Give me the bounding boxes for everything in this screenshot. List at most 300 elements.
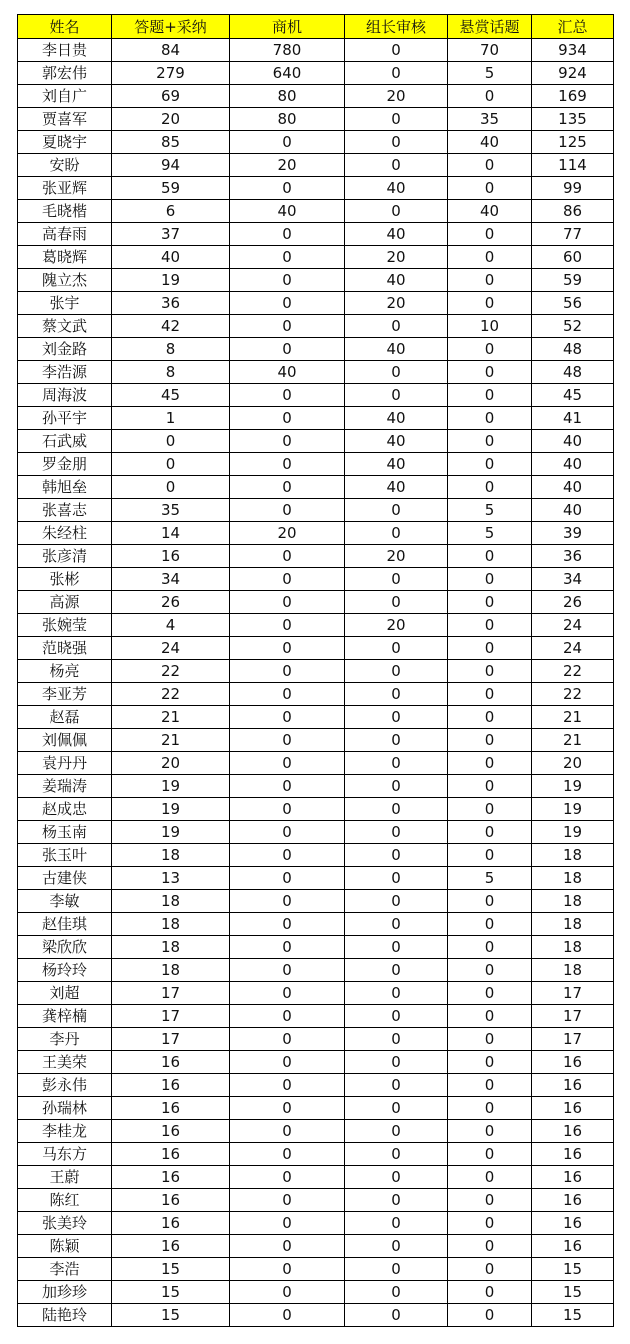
cell-leader-review: 0 bbox=[345, 1028, 448, 1051]
cell-answers: 19 bbox=[112, 798, 230, 821]
cell-total: 19 bbox=[532, 775, 614, 798]
cell-name: 张玉叶 bbox=[18, 844, 112, 867]
cell-name: 陈红 bbox=[18, 1189, 112, 1212]
table-row bbox=[18, 200, 614, 223]
cell-bounty-topics: 0 bbox=[448, 154, 532, 177]
cell-bounty-topics: 0 bbox=[448, 1189, 532, 1212]
cell-bounty-topics: 0 bbox=[448, 1281, 532, 1304]
cell-bounty-topics: 0 bbox=[448, 729, 532, 752]
cell-answers: 19 bbox=[112, 775, 230, 798]
cell-total: 18 bbox=[532, 959, 614, 982]
cell-bounty-topics: 0 bbox=[448, 844, 532, 867]
cell-opportunities: 0 bbox=[230, 591, 345, 614]
cell-total: 16 bbox=[532, 1120, 614, 1143]
cell-name: 陈颖 bbox=[18, 1235, 112, 1258]
cell-bounty-topics: 0 bbox=[448, 384, 532, 407]
table-row bbox=[18, 246, 614, 269]
score-sheet bbox=[17, 14, 614, 1327]
table-row bbox=[18, 361, 614, 384]
cell-name: 李浩源 bbox=[18, 361, 112, 384]
cell-answers: 18 bbox=[112, 913, 230, 936]
cell-answers: 36 bbox=[112, 292, 230, 315]
cell-bounty-topics: 0 bbox=[448, 913, 532, 936]
table-row bbox=[18, 1028, 614, 1051]
cell-name: 郭宏伟 bbox=[18, 62, 112, 85]
cell-leader-review: 0 bbox=[345, 637, 448, 660]
cell-bounty-topics: 0 bbox=[448, 85, 532, 108]
cell-opportunities: 0 bbox=[230, 1051, 345, 1074]
cell-leader-review: 0 bbox=[345, 913, 448, 936]
cell-leader-review: 40 bbox=[345, 476, 448, 499]
cell-leader-review: 0 bbox=[345, 867, 448, 890]
cell-leader-review: 0 bbox=[345, 1166, 448, 1189]
cell-total: 16 bbox=[532, 1074, 614, 1097]
cell-bounty-topics: 0 bbox=[448, 959, 532, 982]
table-row bbox=[18, 798, 614, 821]
cell-total: 86 bbox=[532, 200, 614, 223]
cell-name: 李敏 bbox=[18, 890, 112, 913]
cell-leader-review: 40 bbox=[345, 177, 448, 200]
cell-leader-review: 40 bbox=[345, 430, 448, 453]
cell-bounty-topics: 40 bbox=[448, 200, 532, 223]
cell-opportunities: 0 bbox=[230, 936, 345, 959]
cell-total: 17 bbox=[532, 1005, 614, 1028]
table-row bbox=[18, 1166, 614, 1189]
cell-name: 龚梓楠 bbox=[18, 1005, 112, 1028]
cell-answers: 42 bbox=[112, 315, 230, 338]
cell-total: 15 bbox=[532, 1258, 614, 1281]
cell-answers: 34 bbox=[112, 568, 230, 591]
cell-opportunities: 0 bbox=[230, 384, 345, 407]
column-header-answers: 答题+采纳 bbox=[112, 15, 230, 39]
cell-bounty-topics: 0 bbox=[448, 591, 532, 614]
cell-opportunities: 0 bbox=[230, 913, 345, 936]
cell-total: 18 bbox=[532, 867, 614, 890]
table-row bbox=[18, 1074, 614, 1097]
cell-answers: 59 bbox=[112, 177, 230, 200]
cell-bounty-topics: 0 bbox=[448, 223, 532, 246]
table-row bbox=[18, 729, 614, 752]
cell-opportunities: 0 bbox=[230, 614, 345, 637]
cell-opportunities: 0 bbox=[230, 821, 345, 844]
table-row bbox=[18, 1235, 614, 1258]
table-row bbox=[18, 1258, 614, 1281]
cell-leader-review: 0 bbox=[345, 522, 448, 545]
cell-total: 19 bbox=[532, 821, 614, 844]
cell-answers: 0 bbox=[112, 476, 230, 499]
cell-bounty-topics: 70 bbox=[448, 39, 532, 62]
cell-answers: 279 bbox=[112, 62, 230, 85]
cell-name: 马东方 bbox=[18, 1143, 112, 1166]
cell-bounty-topics: 0 bbox=[448, 982, 532, 1005]
cell-bounty-topics: 0 bbox=[448, 1074, 532, 1097]
table-row bbox=[18, 775, 614, 798]
cell-name: 李亚芳 bbox=[18, 683, 112, 706]
cell-name: 杨亮 bbox=[18, 660, 112, 683]
table-row bbox=[18, 177, 614, 200]
table-row bbox=[18, 1143, 614, 1166]
cell-total: 40 bbox=[532, 499, 614, 522]
cell-opportunities: 0 bbox=[230, 683, 345, 706]
cell-leader-review: 0 bbox=[345, 1189, 448, 1212]
cell-answers: 16 bbox=[112, 1166, 230, 1189]
column-header-leader-review: 组长审核 bbox=[345, 15, 448, 39]
cell-answers: 17 bbox=[112, 1005, 230, 1028]
cell-opportunities: 0 bbox=[230, 246, 345, 269]
cell-name: 张彬 bbox=[18, 568, 112, 591]
cell-opportunities: 0 bbox=[230, 269, 345, 292]
cell-opportunities: 0 bbox=[230, 223, 345, 246]
cell-name: 高源 bbox=[18, 591, 112, 614]
cell-opportunities: 0 bbox=[230, 430, 345, 453]
cell-total: 17 bbox=[532, 1028, 614, 1051]
table-row bbox=[18, 982, 614, 1005]
cell-answers: 13 bbox=[112, 867, 230, 890]
cell-bounty-topics: 5 bbox=[448, 62, 532, 85]
cell-opportunities: 80 bbox=[230, 108, 345, 131]
cell-answers: 16 bbox=[112, 1120, 230, 1143]
cell-bounty-topics: 0 bbox=[448, 1028, 532, 1051]
cell-total: 41 bbox=[532, 407, 614, 430]
cell-answers: 40 bbox=[112, 246, 230, 269]
cell-total: 77 bbox=[532, 223, 614, 246]
cell-name: 毛晓楷 bbox=[18, 200, 112, 223]
cell-bounty-topics: 0 bbox=[448, 775, 532, 798]
cell-bounty-topics: 0 bbox=[448, 1051, 532, 1074]
cell-bounty-topics: 0 bbox=[448, 890, 532, 913]
cell-answers: 16 bbox=[112, 1051, 230, 1074]
cell-total: 26 bbox=[532, 591, 614, 614]
cell-answers: 16 bbox=[112, 1074, 230, 1097]
cell-opportunities: 0 bbox=[230, 798, 345, 821]
cell-leader-review: 0 bbox=[345, 1120, 448, 1143]
cell-name: 范晓强 bbox=[18, 637, 112, 660]
cell-name: 张宇 bbox=[18, 292, 112, 315]
cell-total: 18 bbox=[532, 844, 614, 867]
cell-name: 张婉莹 bbox=[18, 614, 112, 637]
cell-opportunities: 0 bbox=[230, 407, 345, 430]
cell-leader-review: 20 bbox=[345, 545, 448, 568]
cell-name: 彭永伟 bbox=[18, 1074, 112, 1097]
cell-total: 18 bbox=[532, 890, 614, 913]
cell-total: 17 bbox=[532, 982, 614, 1005]
table-row bbox=[18, 269, 614, 292]
cell-leader-review: 0 bbox=[345, 131, 448, 154]
table-row bbox=[18, 430, 614, 453]
header-row bbox=[18, 15, 614, 39]
cell-name: 隗立杰 bbox=[18, 269, 112, 292]
cell-leader-review: 0 bbox=[345, 315, 448, 338]
cell-leader-review: 0 bbox=[345, 361, 448, 384]
cell-name: 夏晓宇 bbox=[18, 131, 112, 154]
cell-name: 王美荣 bbox=[18, 1051, 112, 1074]
cell-name: 贾喜军 bbox=[18, 108, 112, 131]
cell-answers: 6 bbox=[112, 200, 230, 223]
cell-bounty-topics: 0 bbox=[448, 1166, 532, 1189]
cell-total: 19 bbox=[532, 798, 614, 821]
cell-opportunities: 0 bbox=[230, 1281, 345, 1304]
cell-total: 16 bbox=[532, 1212, 614, 1235]
table-row bbox=[18, 913, 614, 936]
cell-leader-review: 0 bbox=[345, 706, 448, 729]
score-table bbox=[17, 14, 614, 1327]
cell-answers: 17 bbox=[112, 1028, 230, 1051]
cell-total: 39 bbox=[532, 522, 614, 545]
cell-leader-review: 0 bbox=[345, 798, 448, 821]
cell-leader-review: 0 bbox=[345, 1281, 448, 1304]
cell-answers: 19 bbox=[112, 821, 230, 844]
cell-name: 姜瑞涛 bbox=[18, 775, 112, 798]
cell-name: 张彦清 bbox=[18, 545, 112, 568]
cell-total: 24 bbox=[532, 637, 614, 660]
cell-opportunities: 0 bbox=[230, 476, 345, 499]
cell-total: 16 bbox=[532, 1235, 614, 1258]
cell-answers: 22 bbox=[112, 660, 230, 683]
cell-answers: 24 bbox=[112, 637, 230, 660]
cell-answers: 1 bbox=[112, 407, 230, 430]
table-row bbox=[18, 683, 614, 706]
cell-leader-review: 0 bbox=[345, 154, 448, 177]
cell-name: 葛晓辉 bbox=[18, 246, 112, 269]
cell-leader-review: 0 bbox=[345, 752, 448, 775]
table-row bbox=[18, 821, 614, 844]
cell-leader-review: 20 bbox=[345, 292, 448, 315]
cell-answers: 16 bbox=[112, 1235, 230, 1258]
cell-answers: 8 bbox=[112, 338, 230, 361]
cell-total: 59 bbox=[532, 269, 614, 292]
cell-leader-review: 0 bbox=[345, 62, 448, 85]
cell-leader-review: 0 bbox=[345, 1097, 448, 1120]
cell-opportunities: 0 bbox=[230, 1143, 345, 1166]
cell-total: 135 bbox=[532, 108, 614, 131]
cell-leader-review: 0 bbox=[345, 200, 448, 223]
cell-opportunities: 0 bbox=[230, 752, 345, 775]
cell-opportunities: 0 bbox=[230, 1235, 345, 1258]
cell-leader-review: 0 bbox=[345, 1005, 448, 1028]
cell-total: 15 bbox=[532, 1281, 614, 1304]
cell-total: 22 bbox=[532, 660, 614, 683]
cell-name: 张喜志 bbox=[18, 499, 112, 522]
column-header-opportunities: 商机 bbox=[230, 15, 345, 39]
cell-total: 34 bbox=[532, 568, 614, 591]
cell-answers: 84 bbox=[112, 39, 230, 62]
cell-name: 孙平宇 bbox=[18, 407, 112, 430]
cell-total: 21 bbox=[532, 729, 614, 752]
cell-name: 王蔚 bbox=[18, 1166, 112, 1189]
cell-leader-review: 0 bbox=[345, 1051, 448, 1074]
table-row bbox=[18, 752, 614, 775]
cell-total: 15 bbox=[532, 1304, 614, 1327]
cell-name: 杨玉南 bbox=[18, 821, 112, 844]
table-row bbox=[18, 545, 614, 568]
table-row bbox=[18, 1005, 614, 1028]
cell-total: 48 bbox=[532, 361, 614, 384]
cell-total: 40 bbox=[532, 476, 614, 499]
cell-leader-review: 0 bbox=[345, 683, 448, 706]
table-row bbox=[18, 890, 614, 913]
cell-leader-review: 0 bbox=[345, 844, 448, 867]
cell-opportunities: 0 bbox=[230, 775, 345, 798]
cell-answers: 18 bbox=[112, 844, 230, 867]
cell-leader-review: 0 bbox=[345, 384, 448, 407]
table-row bbox=[18, 1120, 614, 1143]
table-row bbox=[18, 338, 614, 361]
cell-name: 刘金路 bbox=[18, 338, 112, 361]
cell-bounty-topics: 0 bbox=[448, 177, 532, 200]
cell-name: 刘佩佩 bbox=[18, 729, 112, 752]
cell-total: 24 bbox=[532, 614, 614, 637]
cell-opportunities: 40 bbox=[230, 361, 345, 384]
cell-opportunities: 0 bbox=[230, 729, 345, 752]
cell-bounty-topics: 0 bbox=[448, 1097, 532, 1120]
cell-bounty-topics: 10 bbox=[448, 315, 532, 338]
cell-bounty-topics: 0 bbox=[448, 752, 532, 775]
cell-opportunities: 20 bbox=[230, 522, 345, 545]
cell-bounty-topics: 0 bbox=[448, 1258, 532, 1281]
cell-leader-review: 40 bbox=[345, 453, 448, 476]
cell-total: 36 bbox=[532, 545, 614, 568]
cell-opportunities: 0 bbox=[230, 1304, 345, 1327]
cell-name: 赵成忠 bbox=[18, 798, 112, 821]
cell-name: 高春雨 bbox=[18, 223, 112, 246]
cell-opportunities: 780 bbox=[230, 39, 345, 62]
cell-answers: 17 bbox=[112, 982, 230, 1005]
cell-bounty-topics: 0 bbox=[448, 706, 532, 729]
cell-bounty-topics: 0 bbox=[448, 568, 532, 591]
cell-leader-review: 0 bbox=[345, 1258, 448, 1281]
cell-answers: 85 bbox=[112, 131, 230, 154]
cell-bounty-topics: 0 bbox=[448, 798, 532, 821]
cell-name: 李桂龙 bbox=[18, 1120, 112, 1143]
cell-bounty-topics: 0 bbox=[448, 683, 532, 706]
cell-bounty-topics: 0 bbox=[448, 1235, 532, 1258]
cell-total: 924 bbox=[532, 62, 614, 85]
table-row bbox=[18, 1097, 614, 1120]
cell-bounty-topics: 0 bbox=[448, 545, 532, 568]
table-row bbox=[18, 867, 614, 890]
cell-leader-review: 0 bbox=[345, 775, 448, 798]
cell-total: 22 bbox=[532, 683, 614, 706]
cell-opportunities: 0 bbox=[230, 1074, 345, 1097]
table-row bbox=[18, 1189, 614, 1212]
cell-answers: 19 bbox=[112, 269, 230, 292]
cell-name: 袁丹丹 bbox=[18, 752, 112, 775]
cell-leader-review: 40 bbox=[345, 269, 448, 292]
table-row bbox=[18, 936, 614, 959]
cell-leader-review: 0 bbox=[345, 1235, 448, 1258]
cell-total: 169 bbox=[532, 85, 614, 108]
cell-leader-review: 0 bbox=[345, 1074, 448, 1097]
cell-leader-review: 0 bbox=[345, 591, 448, 614]
table-row bbox=[18, 407, 614, 430]
table-row bbox=[18, 522, 614, 545]
table-header bbox=[18, 15, 614, 39]
cell-bounty-topics: 0 bbox=[448, 246, 532, 269]
cell-name: 赵佳琪 bbox=[18, 913, 112, 936]
cell-opportunities: 40 bbox=[230, 200, 345, 223]
cell-bounty-topics: 0 bbox=[448, 660, 532, 683]
cell-bounty-topics: 0 bbox=[448, 407, 532, 430]
table-row bbox=[18, 384, 614, 407]
cell-name: 刘自广 bbox=[18, 85, 112, 108]
cell-answers: 14 bbox=[112, 522, 230, 545]
cell-name: 孙瑞林 bbox=[18, 1097, 112, 1120]
cell-total: 52 bbox=[532, 315, 614, 338]
cell-answers: 94 bbox=[112, 154, 230, 177]
cell-answers: 16 bbox=[112, 1212, 230, 1235]
cell-opportunities: 0 bbox=[230, 637, 345, 660]
column-header-name: 姓名 bbox=[18, 15, 112, 39]
cell-name: 梁欣欣 bbox=[18, 936, 112, 959]
table-row bbox=[18, 108, 614, 131]
table-body bbox=[18, 39, 614, 1327]
cell-total: 21 bbox=[532, 706, 614, 729]
cell-total: 16 bbox=[532, 1097, 614, 1120]
cell-leader-review: 0 bbox=[345, 499, 448, 522]
cell-bounty-topics: 0 bbox=[448, 821, 532, 844]
cell-leader-review: 0 bbox=[345, 1304, 448, 1327]
cell-answers: 18 bbox=[112, 890, 230, 913]
cell-opportunities: 0 bbox=[230, 706, 345, 729]
cell-answers: 15 bbox=[112, 1258, 230, 1281]
cell-answers: 4 bbox=[112, 614, 230, 637]
cell-answers: 15 bbox=[112, 1281, 230, 1304]
cell-total: 56 bbox=[532, 292, 614, 315]
cell-bounty-topics: 35 bbox=[448, 108, 532, 131]
cell-answers: 22 bbox=[112, 683, 230, 706]
cell-bounty-topics: 0 bbox=[448, 430, 532, 453]
cell-opportunities: 0 bbox=[230, 1028, 345, 1051]
cell-bounty-topics: 5 bbox=[448, 867, 532, 890]
cell-leader-review: 0 bbox=[345, 660, 448, 683]
table-row bbox=[18, 844, 614, 867]
cell-leader-review: 0 bbox=[345, 821, 448, 844]
cell-total: 18 bbox=[532, 936, 614, 959]
cell-answers: 16 bbox=[112, 1097, 230, 1120]
table-row bbox=[18, 453, 614, 476]
cell-leader-review: 0 bbox=[345, 982, 448, 1005]
cell-leader-review: 20 bbox=[345, 85, 448, 108]
cell-leader-review: 0 bbox=[345, 890, 448, 913]
cell-answers: 21 bbox=[112, 729, 230, 752]
cell-answers: 35 bbox=[112, 499, 230, 522]
cell-total: 40 bbox=[532, 453, 614, 476]
cell-bounty-topics: 0 bbox=[448, 637, 532, 660]
cell-name: 张亚辉 bbox=[18, 177, 112, 200]
column-header-total: 汇总 bbox=[532, 15, 614, 39]
cell-name: 赵磊 bbox=[18, 706, 112, 729]
cell-opportunities: 0 bbox=[230, 1212, 345, 1235]
table-row bbox=[18, 223, 614, 246]
cell-total: 16 bbox=[532, 1166, 614, 1189]
cell-bounty-topics: 40 bbox=[448, 131, 532, 154]
table-row bbox=[18, 591, 614, 614]
cell-opportunities: 0 bbox=[230, 131, 345, 154]
table-row bbox=[18, 1281, 614, 1304]
cell-name: 朱经柱 bbox=[18, 522, 112, 545]
cell-opportunities: 0 bbox=[230, 844, 345, 867]
cell-opportunities: 0 bbox=[230, 315, 345, 338]
cell-leader-review: 0 bbox=[345, 39, 448, 62]
cell-total: 20 bbox=[532, 752, 614, 775]
cell-answers: 16 bbox=[112, 1143, 230, 1166]
cell-answers: 45 bbox=[112, 384, 230, 407]
cell-leader-review: 0 bbox=[345, 1212, 448, 1235]
cell-bounty-topics: 0 bbox=[448, 361, 532, 384]
table-row bbox=[18, 315, 614, 338]
cell-bounty-topics: 0 bbox=[448, 936, 532, 959]
cell-total: 125 bbox=[532, 131, 614, 154]
